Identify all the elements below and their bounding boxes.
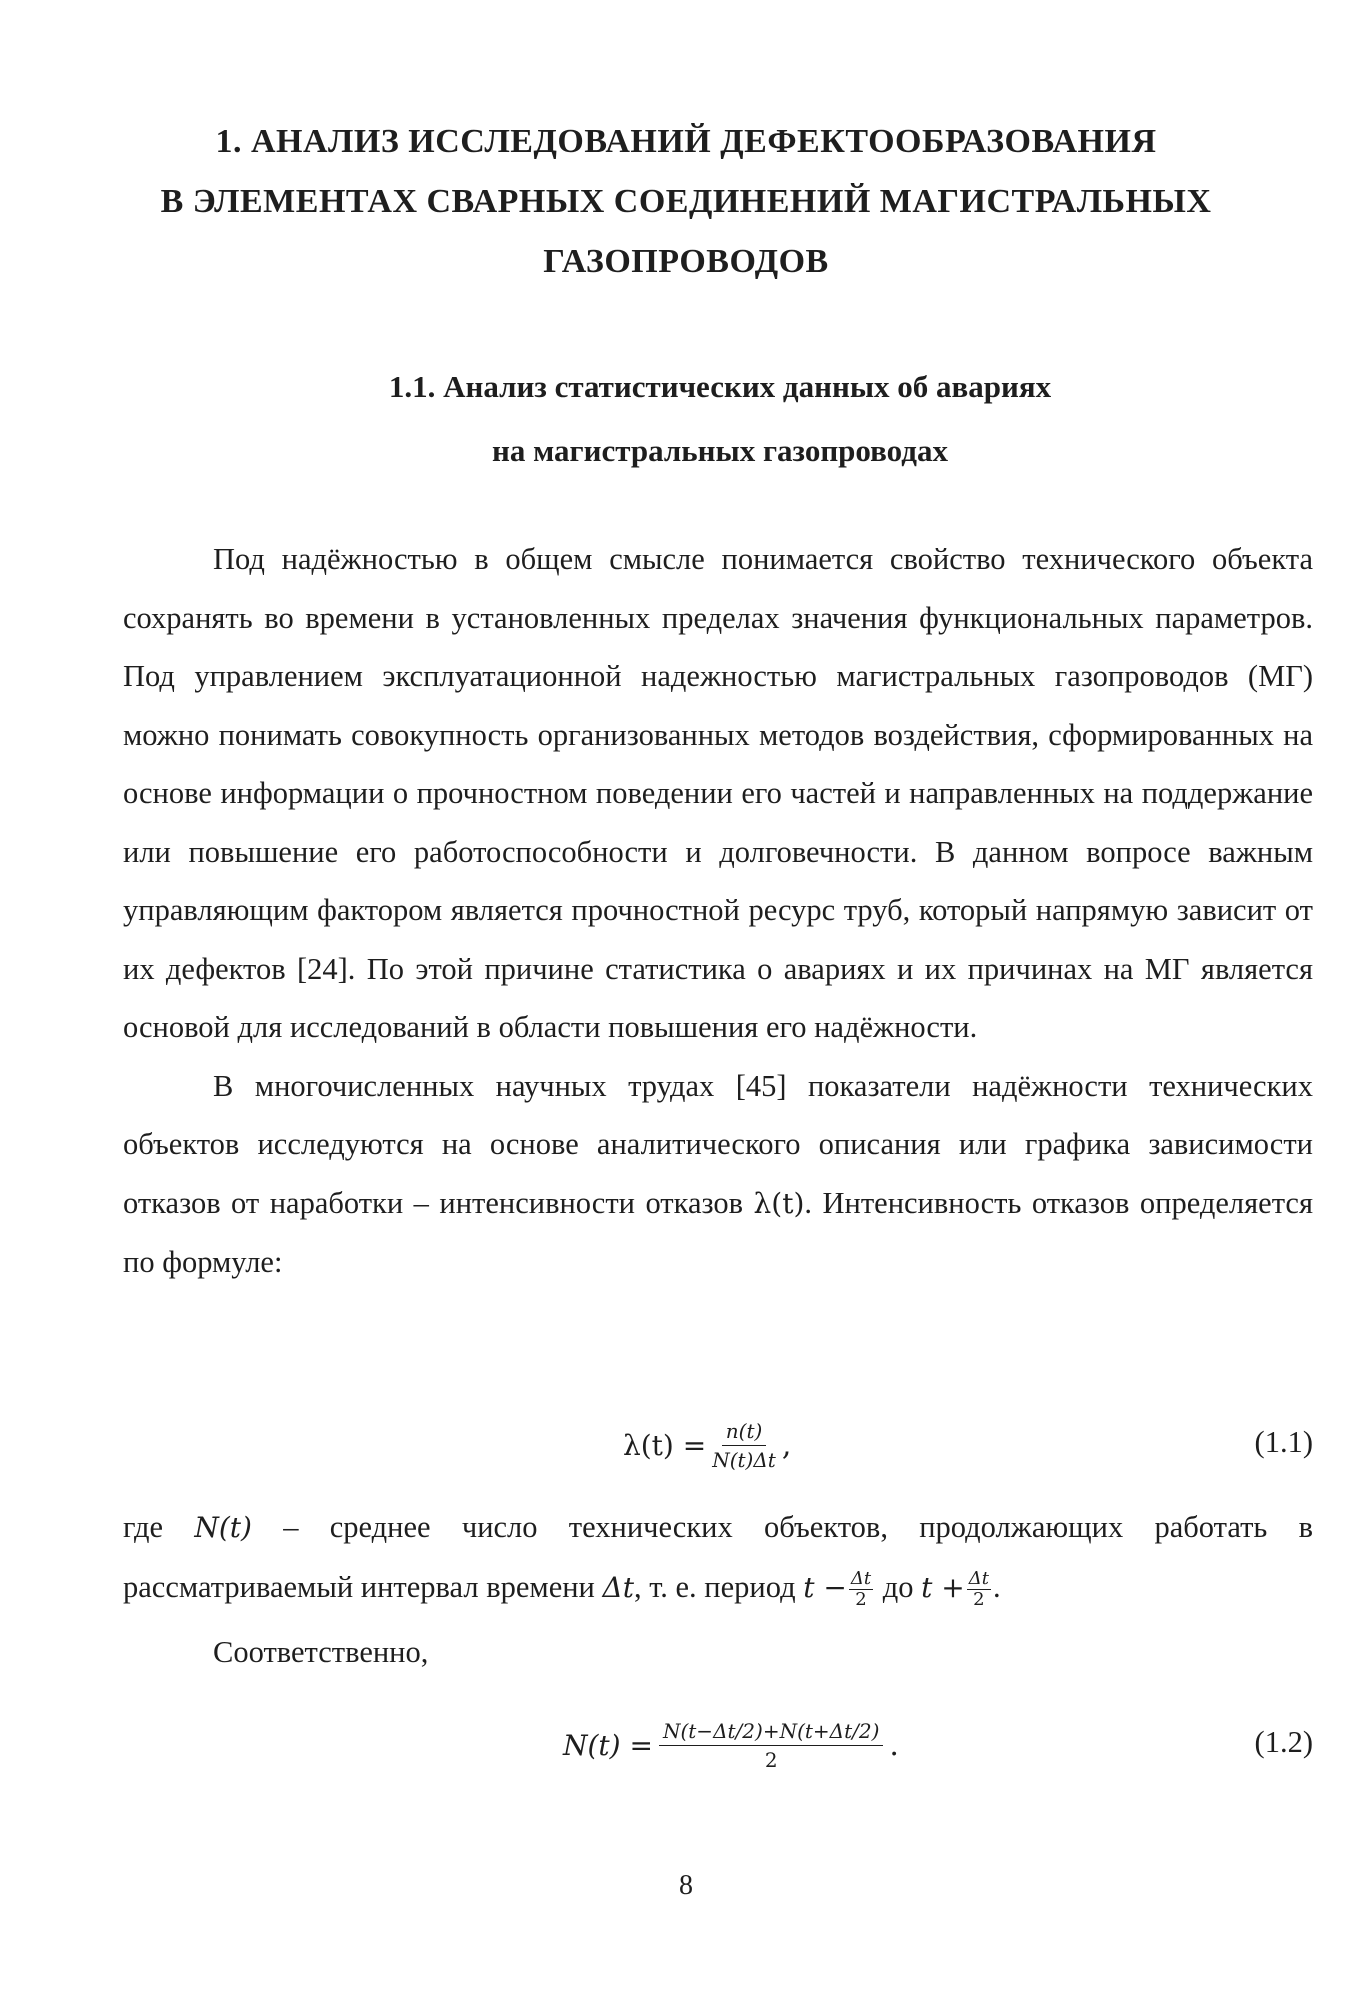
formula-1-1-fraction	[712, 1419, 776, 1472]
formula-1-2-fraction	[659, 1719, 883, 1772]
do-text: до	[875, 1569, 922, 1604]
chapter-title-line-3: ГАЗОПРОВОДОВ	[543, 243, 829, 280]
lambda-inline: λ(t)	[753, 1186, 805, 1220]
half-delta-t-fraction-2	[967, 1569, 991, 1610]
body-text-lower	[123, 1498, 1313, 1682]
formula-1-1-lhs: λ(t) =	[623, 1428, 707, 1462]
paragraph-accordingly: Соответственно,	[213, 1635, 429, 1669]
formula-1-2-denominator: 2	[764, 1747, 778, 1772]
delta-t-inline: Δt	[602, 1570, 634, 1604]
formula-1-2-numerator: N(t−Δt/2)+N(t+Δt/2)	[659, 1719, 883, 1746]
chapter-title-line-2: В ЭЛЕМЕНТАХ СВАРНЫХ СОЕДИНЕНИЙ МАГИСТРАЛЬНЫХ	[160, 183, 1212, 220]
where-text-2: , т. е. период	[633, 1569, 804, 1604]
section-title-line-1: 1.1. Анализ статистических данных об авариях	[388, 369, 1052, 404]
chapter-title-line-1: 1. АНАЛИЗ ИССЛЕДОВАНИЙ ДЕФЕКТООБРАЗОВАНИЯ	[215, 123, 1157, 160]
formula-1-1-expression	[623, 1405, 791, 1485]
paragraph-failure-intensity-text-2: . Интенсивность отказов определяется по формуле:	[123, 1185, 1313, 1279]
where-end: .	[993, 1569, 1001, 1604]
paragraph-where	[123, 1498, 1313, 1617]
half-delta-t-num-2: Δt	[968, 1568, 990, 1589]
page-number: 8	[679, 1870, 693, 1901]
formula-1-2-lhs: N(t) =	[563, 1728, 653, 1762]
t-minus-inline: t −	[803, 1570, 847, 1604]
formula-1-1-tail: ,	[781, 1427, 792, 1463]
formula-1-2-number: (1.2)	[1254, 1725, 1313, 1759]
t-plus-inline: t +	[921, 1570, 965, 1604]
section-title-line-2: на магистральных газопроводах	[492, 433, 948, 468]
paragraph-reliability: Под надёжностью в общем смысле понимается свойство технического объекта сохранять во времени в установленных пределах значения функциональных параметров. Под управлением эксплуатационной надежностью магистральных газопроводов (МГ) можно понимать совокупность организованных методов воздействия, сформированных на основе информации о прочностном поведении его частей и направленных на поддержание или повышение его работоспособности и долговечности. В данном вопросе важным управляющим фактором является прочностной ресурс труб, который напрямую зависит от их дефектов [24]. По этой причине статистика о авариях и их причинах на МГ является основой для исследований в области повышения его надёжности.	[123, 542, 1313, 1044]
half-delta-t-den-2: 2	[973, 1589, 985, 1610]
formula-1-2-expression	[563, 1705, 899, 1785]
paragraph-failure-intensity-text-1: В многочисленных научных трудах [45] показатели надёжности технических объектов исследуются на основе аналитического описания или графика зависимости отказов от наработки – интенсивности отказов	[123, 1068, 1313, 1220]
chapter-title	[160, 112, 1212, 292]
formula-1-1-denominator: N(t)Δt	[712, 1447, 776, 1472]
formula-1-2	[123, 1705, 1313, 1785]
half-delta-t-fraction-1	[849, 1569, 873, 1610]
half-delta-t-num-1: Δt	[850, 1568, 872, 1589]
formula-1-1	[123, 1405, 1313, 1485]
where-text: где	[123, 1510, 195, 1544]
formula-1-1-number: (1.1)	[1254, 1425, 1313, 1459]
section-title	[200, 355, 1240, 483]
body-text-upper	[123, 530, 1313, 1292]
formula-1-2-tail: .	[889, 1727, 899, 1763]
half-delta-t-den-1: 2	[855, 1589, 867, 1610]
where-text-1: – среднее число технических объектов, продолжающих работать в рассматриваемый интервал времени	[123, 1510, 1314, 1604]
N-t-inline: N(t)	[194, 1511, 252, 1544]
formula-1-1-numerator: n(t)	[722, 1419, 767, 1446]
paragraph-failure-intensity	[123, 1057, 1313, 1292]
